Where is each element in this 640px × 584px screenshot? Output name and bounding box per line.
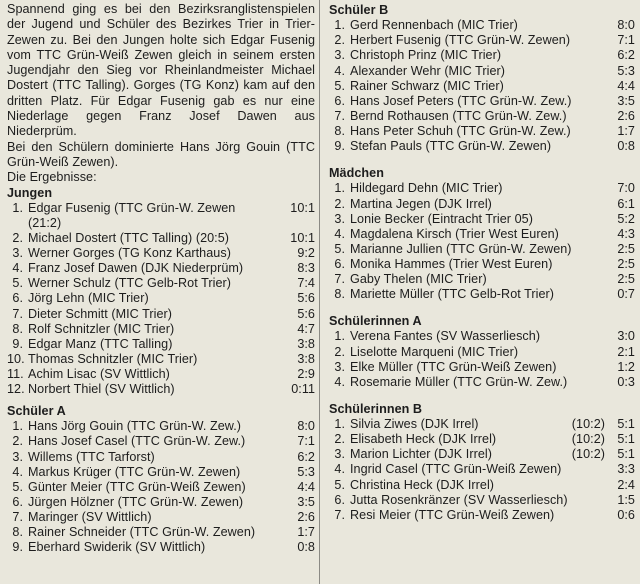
results-list xyxy=(329,181,635,302)
rank: 7. xyxy=(334,272,345,286)
player-name: Liselotte Marqueni (MIC Trier) xyxy=(350,344,519,359)
rank: 1. xyxy=(12,419,23,434)
result-row xyxy=(329,462,635,477)
player-name: Franz Josef Dawen (DJK Niederprüm) xyxy=(28,261,244,276)
result-row xyxy=(7,382,315,397)
section-schuelerinnen-b xyxy=(329,402,635,523)
rank: 6. xyxy=(334,93,345,108)
rank: 5. xyxy=(12,276,23,291)
result-row xyxy=(7,434,315,449)
rank: 2. xyxy=(334,33,345,48)
player-name: Lonie Becker (Eintracht Trier 05) xyxy=(350,211,533,226)
score: 2:5 xyxy=(617,241,635,256)
section-schueler-a xyxy=(7,404,315,555)
right-column xyxy=(329,0,635,535)
result-row xyxy=(7,231,315,246)
result-row xyxy=(329,478,635,493)
rank: 2. xyxy=(334,432,345,447)
player-name: Elisabeth Heck (DJK Irrel) xyxy=(350,432,497,447)
score: 5:6 xyxy=(297,291,315,306)
result-row xyxy=(329,124,635,139)
rank: 5. xyxy=(334,78,345,93)
player-name: Hans Josef Peters (TTC Grün-W. Zew.) xyxy=(350,93,572,108)
player-name: Günter Meier (TTC Grün-Weiß Zewen) xyxy=(28,479,246,494)
rank: 3. xyxy=(334,359,345,374)
score: 5:1 xyxy=(617,447,635,462)
score: 2:4 xyxy=(617,477,635,492)
result-row xyxy=(329,64,635,79)
section-heading: Schülerinnen B xyxy=(329,401,423,416)
section-heading: Schülerinnen A xyxy=(329,314,422,329)
score: 0:11 xyxy=(291,381,315,396)
rank: 8. xyxy=(12,525,23,540)
score: 2:6 xyxy=(297,509,315,524)
rank: 5. xyxy=(334,241,345,256)
rank: 1. xyxy=(334,417,345,432)
score: 7:4 xyxy=(297,276,315,291)
result-row xyxy=(329,508,635,523)
section-heading: Schüler B xyxy=(329,3,389,17)
tiebreak: (10:2) xyxy=(571,432,605,447)
result-row xyxy=(7,291,315,306)
result-row xyxy=(329,242,635,257)
score: 0:3 xyxy=(617,374,635,389)
result-row xyxy=(329,345,635,360)
section-schueler-b xyxy=(329,0,635,154)
player-name: Gerd Rennenbach (MIC Trier) xyxy=(350,18,518,33)
result-row xyxy=(7,337,315,352)
result-row xyxy=(329,287,635,302)
player-name: Hildegard Dehn (MIC Trier) xyxy=(350,181,503,196)
result-subnote: (21:2) xyxy=(28,215,62,230)
result-row xyxy=(329,272,635,287)
player-name: Gaby Thelen (MIC Trier) xyxy=(350,272,487,286)
player-name: Rosemarie Müller (TTC Grün-W. Zew.) xyxy=(350,374,568,389)
score: 9:2 xyxy=(297,246,315,261)
result-row xyxy=(7,261,315,276)
result-row xyxy=(329,432,635,447)
rank: 6. xyxy=(12,494,23,509)
result-row xyxy=(329,197,635,212)
section-maedchen xyxy=(329,166,635,302)
score: 2:5 xyxy=(617,272,635,286)
result-row xyxy=(7,510,315,525)
score: 7:1 xyxy=(617,33,635,48)
score: 3:8 xyxy=(297,351,315,366)
rank: 9. xyxy=(334,139,345,154)
score: 0:7 xyxy=(617,287,635,302)
result-row xyxy=(7,307,315,322)
tiebreak: (10:2) xyxy=(571,447,605,462)
score: 2:1 xyxy=(617,344,635,359)
score: 3:3 xyxy=(617,462,635,477)
left-column xyxy=(7,0,315,562)
rank: 10. xyxy=(7,351,25,366)
rank: 1. xyxy=(12,200,23,215)
player-name: Willems (TTC Tarforst) xyxy=(28,449,155,464)
rank: 7. xyxy=(12,509,23,524)
player-name: Christina Heck (DJK Irrel) xyxy=(350,477,495,492)
results-list xyxy=(329,329,635,389)
score: 4:4 xyxy=(297,479,315,494)
rank: 1. xyxy=(334,329,345,344)
player-name: Elke Müller (TTC Grün-Weiß Zewen) xyxy=(350,359,557,374)
results-label: Die Ergebnisse: xyxy=(7,170,97,185)
player-name: Rainer Schwarz (MIC Trier) xyxy=(350,78,504,93)
rank: 2. xyxy=(334,344,345,359)
result-row xyxy=(329,212,635,227)
score: 5:3 xyxy=(297,464,315,479)
score: 1:7 xyxy=(617,123,635,138)
result-row xyxy=(329,447,635,462)
player-name: Edgar Fusenig (TTC Grün-W. Zewen xyxy=(28,200,236,215)
player-name: Marion Lichter (DJK Irrel) xyxy=(350,447,492,462)
score: 6:1 xyxy=(617,196,635,211)
score: 6:2 xyxy=(297,449,315,464)
result-row xyxy=(329,33,635,48)
rank: 4. xyxy=(334,374,345,389)
rank: 3. xyxy=(12,449,23,464)
player-name: Hans Jörg Gouin (TTC Grün-W. Zew.) xyxy=(28,419,242,434)
result-row xyxy=(329,227,635,242)
player-name: Edgar Manz (TTC Talling) xyxy=(28,336,173,351)
rank: 5. xyxy=(12,479,23,494)
player-name: Hans Josef Casel (TTC Grün-W. Zew.) xyxy=(28,434,246,449)
score: 7:0 xyxy=(617,181,635,196)
rank: 2. xyxy=(334,196,345,211)
player-name: Herbert Fusenig (TTC Grün-W. Zewen) xyxy=(350,33,571,48)
score: 7:1 xyxy=(297,434,315,449)
results-list xyxy=(7,419,315,555)
player-name: Rainer Schneider (TTC Grün-W. Zewen) xyxy=(28,525,256,540)
intro-text xyxy=(7,0,315,186)
rank: 1. xyxy=(334,181,345,196)
player-name: Verena Fantes (SV Wasserliesch) xyxy=(350,329,541,344)
player-name: Marianne Jullien (TTC Grün-W. Zewen) xyxy=(350,241,572,256)
result-row xyxy=(7,322,315,337)
result-row xyxy=(329,48,635,63)
result-row xyxy=(7,367,315,382)
result-row xyxy=(7,480,315,495)
section-jungen xyxy=(7,186,315,398)
result-row xyxy=(329,181,635,196)
player-name: Hans Peter Schuh (TTC Grün-W. Zew.) xyxy=(350,123,571,138)
result-row xyxy=(329,79,635,94)
rank: 1. xyxy=(334,18,345,33)
result-row xyxy=(7,419,315,434)
section-heading: Mädchen xyxy=(329,166,384,181)
score: 1:2 xyxy=(617,359,635,374)
player-name: Bernd Rothausen (TTC Grün-W. Zew.) xyxy=(350,108,567,123)
score: 2:5 xyxy=(617,256,635,271)
score: 5:3 xyxy=(617,63,635,78)
rank: 12. xyxy=(7,381,25,396)
results-list xyxy=(329,18,635,154)
section-schuelerinnen-a xyxy=(329,314,635,390)
result-row xyxy=(7,540,315,555)
result-row xyxy=(329,139,635,154)
player-name: Magdalena Kirsch (Trier West Euren) xyxy=(350,226,559,241)
rank: 2. xyxy=(12,434,23,449)
rank: 3. xyxy=(12,246,23,261)
results-list xyxy=(329,417,635,523)
rank: 4. xyxy=(334,462,345,477)
result-row xyxy=(329,493,635,508)
intro-paragraph-2: Bei den Schülern dominierte Hans Jörg Gouin (TTC Grün-Weiß Zewen). xyxy=(7,139,315,169)
rank: 3. xyxy=(334,48,345,63)
rank: 8. xyxy=(12,321,23,336)
result-row xyxy=(7,495,315,510)
score: 1:5 xyxy=(617,492,635,507)
score: 5:1 xyxy=(617,417,635,432)
rank: 9. xyxy=(12,336,23,351)
score: 8:0 xyxy=(617,18,635,33)
score: 10:1 xyxy=(290,200,315,215)
result-row xyxy=(329,94,635,109)
result-row xyxy=(329,375,635,390)
result-row xyxy=(329,257,635,272)
player-name: Jürgen Hölzner (TTC Grün-W. Zewen) xyxy=(28,494,244,509)
result-row xyxy=(7,246,315,261)
rank: 9. xyxy=(12,540,23,555)
result-row xyxy=(7,201,315,216)
score: 1:7 xyxy=(297,525,315,540)
rank: 4. xyxy=(334,226,345,241)
rank: 6. xyxy=(334,492,345,507)
player-name: Dieter Schmitt (MIC Trier) xyxy=(28,306,173,321)
score: 5:1 xyxy=(617,432,635,447)
rank: 4. xyxy=(334,63,345,78)
player-name: Thomas Schnitzler (MIC Trier) xyxy=(28,351,198,366)
rank: 7. xyxy=(334,108,345,123)
score: 8:0 xyxy=(297,419,315,434)
player-name: Werner Gorges (TG Konz Karthaus) xyxy=(28,246,231,261)
intro-paragraph-1: Spannend ging es bei den Bezirksranglistenspielen der Jugend und Schüler des Bezirkes Trier in Trier-Zewen zu. Bei den Jungen holte sich Edgar Fusenig vom TTC Grün-Weiß Zewen gleich in seinem ersten Jugendjahr den Sieg vor Rheinlandmeister Michael Dostert (TTC Talling). Gorges (TG Konz) kam auf den dritten Platz. Für Edgar Fusenig gab es nur eine Niederlage gegen Franz Josef Dawen aus Niederprüm. xyxy=(7,2,315,139)
player-name: Achim Lisac (SV Wittlich) xyxy=(28,366,170,381)
score: 2:9 xyxy=(297,366,315,381)
score: 4:4 xyxy=(617,78,635,93)
player-name: Ingrid Casel (TTC Grün-Weiß Zewen) xyxy=(350,462,562,477)
score: 2:6 xyxy=(617,108,635,123)
score: 5:2 xyxy=(617,211,635,226)
score: 6:2 xyxy=(617,48,635,63)
rank: 6. xyxy=(12,291,23,306)
result-row xyxy=(329,417,635,432)
player-name: Christoph Prinz (MIC Trier) xyxy=(350,48,502,63)
result-row xyxy=(7,276,315,291)
result-row xyxy=(7,352,315,367)
rank: 7. xyxy=(12,306,23,321)
result-row xyxy=(7,450,315,465)
rank: 6. xyxy=(334,256,345,271)
result-row xyxy=(329,109,635,124)
score: 3:5 xyxy=(297,494,315,509)
player-name: Resi Meier (TTC Grün-Weiß Zewen) xyxy=(350,507,555,522)
player-name: Rolf Schnitzler (MIC Trier) xyxy=(28,321,175,336)
player-name: Jutta Rosenkränzer (SV Wasserliesch) xyxy=(350,492,568,507)
score: 4:3 xyxy=(617,226,635,241)
results-list xyxy=(7,201,315,397)
result-row xyxy=(7,525,315,540)
result-row xyxy=(329,18,635,33)
rank: 3. xyxy=(334,447,345,462)
player-name: Alexander Wehr (MIC Trier) xyxy=(350,63,506,78)
column-divider xyxy=(319,0,320,584)
result-row xyxy=(7,465,315,480)
player-name: Jörg Lehn (MIC Trier) xyxy=(28,291,149,306)
rank: 4. xyxy=(12,261,23,276)
score: 4:7 xyxy=(297,321,315,336)
score: 3:0 xyxy=(617,329,635,344)
score: 8:3 xyxy=(297,261,315,276)
score: 3:8 xyxy=(297,336,315,351)
rank: 8. xyxy=(334,287,345,302)
score: 0:8 xyxy=(297,540,315,555)
score: 0:8 xyxy=(617,139,635,154)
rank: 8. xyxy=(334,123,345,138)
player-name: Eberhard Swiderik (SV Wittlich) xyxy=(28,540,206,555)
section-heading: Jungen xyxy=(7,185,53,200)
player-name: Markus Krüger (TTC Grün-W. Zewen) xyxy=(28,464,241,479)
result-row xyxy=(329,329,635,344)
player-name: Stefan Pauls (TTC Grün-W. Zewen) xyxy=(350,139,552,154)
player-name: Werner Schulz (TTC Gelb-Rot Trier) xyxy=(28,276,232,291)
player-name: Maringer (SV Wittlich) xyxy=(28,509,152,524)
tiebreak: (10:2) xyxy=(571,417,605,432)
player-name: Martina Jegen (DJK Irrel) xyxy=(350,196,492,211)
player-name: Norbert Thiel (SV Wittlich) xyxy=(28,381,175,396)
player-name: Mariette Müller (TTC Gelb-Rot Trier) xyxy=(350,287,555,302)
rank: 2. xyxy=(12,231,23,246)
score: 3:5 xyxy=(617,93,635,108)
rank: 5. xyxy=(334,477,345,492)
rank: 11. xyxy=(7,366,24,381)
player-name: Silvia Ziwes (DJK Irrel) xyxy=(350,417,479,432)
result-row xyxy=(329,360,635,375)
score: 0:6 xyxy=(617,507,635,522)
player-name: Michael Dostert (TTC Talling) (20:5) xyxy=(28,231,230,246)
rank: 4. xyxy=(12,464,23,479)
score: 10:1 xyxy=(290,231,315,246)
rank: 3. xyxy=(334,211,345,226)
score: 5:6 xyxy=(297,306,315,321)
rank: 7. xyxy=(334,507,345,522)
player-name: Monika Hammes (Trier West Euren) xyxy=(350,256,553,271)
section-heading: Schüler A xyxy=(7,404,66,419)
